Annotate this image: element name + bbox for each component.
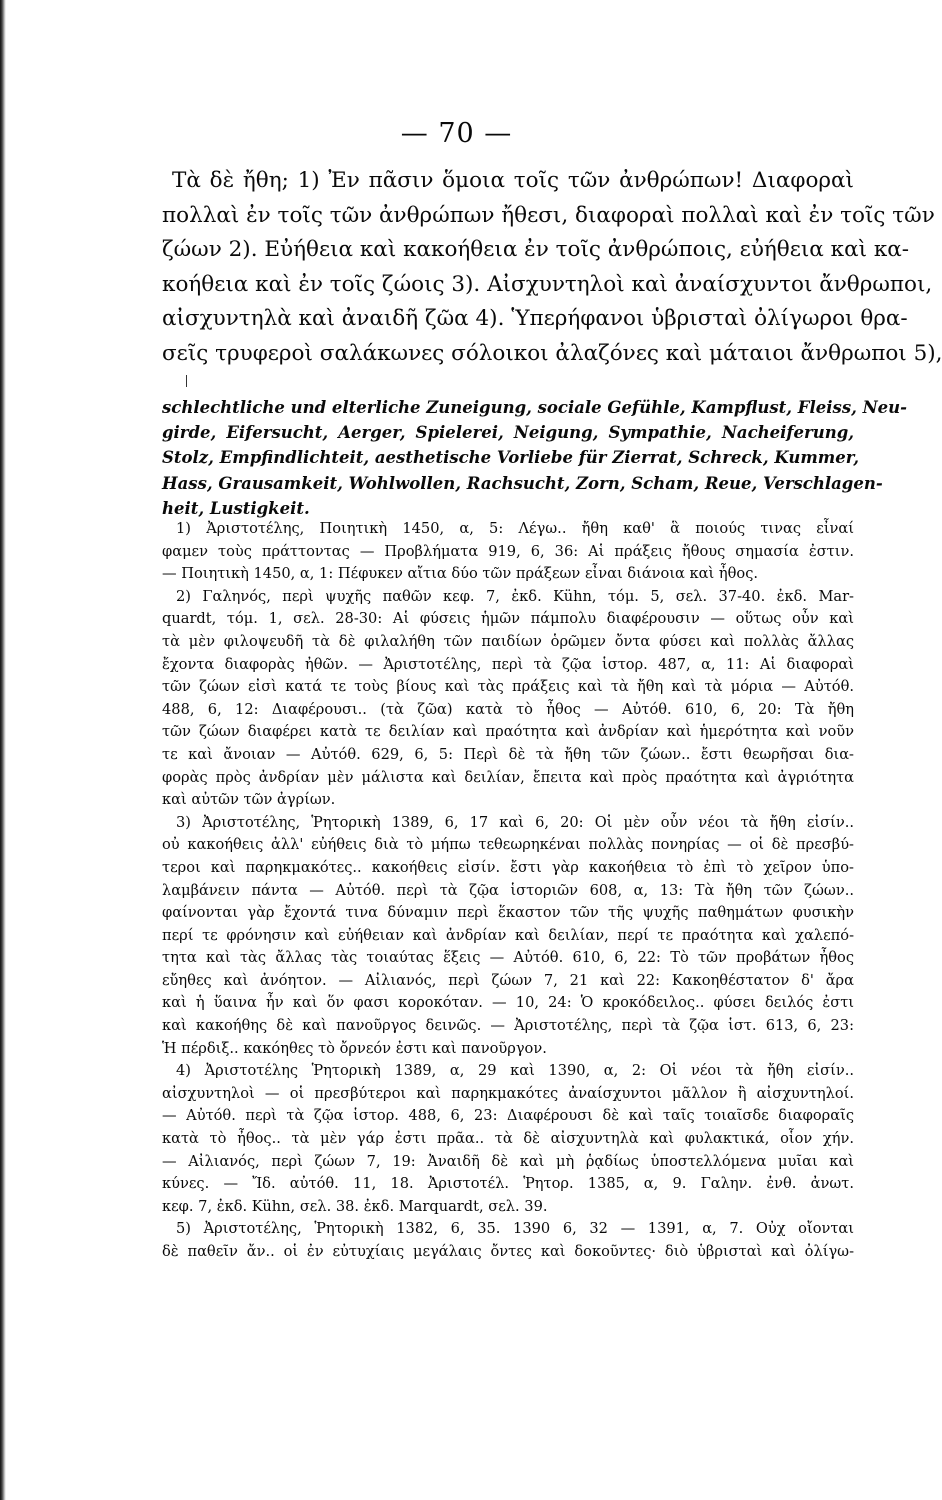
footnote-5: [162, 1218, 854, 1263]
german-text-line: heit, Lustigkeit.: [162, 498, 310, 518]
footnote-line: 2) Γαληνός, περὶ ψυχῆς παθῶν κεφ. 7, ἐκδ. Kühn, τόμ. 5, σελ. 37-40. ἐκδ. Mar-: [176, 587, 854, 605]
footnote-line: οὐ κακοήθεις ἀλλ' εὐήθεις διὰ τὸ μήπω τεθεωρηκέναι πολλὰς πονηρίας — οἱ δὲ πρεσβύ-: [162, 836, 854, 854]
footnote-4: [162, 1060, 854, 1218]
main-text-line: Τὰ δὲ ἤθη; 1) Ἐν πᾶσιν ὅμοια τοῖς τῶν ἀνθρώπων! Διαφοραὶ: [172, 168, 854, 193]
footnote-line: 5) Ἀριστοτέλης, Ῥητορικὴ 1382, 6, 35. 1390 6, 32 — 1391, α, 7. Οὐχ οἴονται: [176, 1220, 854, 1238]
main-text-line: αἰσχυντηλὰ καὶ ἀναιδῆ ζῶα 4). Ὑπερήφανοι ὑβρισταὶ ὀλίγωροι θρα-: [162, 306, 908, 331]
footnote-line: λαμβάνειν πάντα — Αὐτόθ. περὶ τὰ ζῷα ἱστοριῶν 608, α, 13: Τὰ ἤθη τῶν ζώων..: [162, 881, 854, 899]
footnote-1: [162, 518, 854, 586]
footnote-line: αἰσχυντηλοὶ — οἱ πρεσβύτεροι καὶ παρηκμακότες ἀναίσχυντοι μᾶλλον ἢ αἰσχυντηλοί.: [162, 1084, 854, 1102]
main-paragraph: [162, 164, 942, 371]
footnote-line: 488, 6, 12: Διαφέρουσι.. (τὰ ζῶα) κατὰ τὸ ἦθος — Αὐτόθ. 610, 6, 20: Τὰ ἤθη: [162, 700, 854, 718]
footnote-2: [162, 586, 854, 812]
footnotes: [162, 518, 854, 1264]
footnote-line: 3) Ἀριστοτέλης, Ῥητορικὴ 1389, 6, 17 καὶ 6, 20: Οἱ μὲν οὖν νέοι τὰ ἤθη εἰσίν..: [176, 813, 854, 831]
footnote-line: τῶν ζώων διαφέρει κατὰ τε δειλίαν καὶ πραότητα καὶ ἀνδρίαν καὶ ἡμερότητα καὶ νοῦν: [162, 723, 854, 741]
footnote-line: κύνες. — Ἴδ. αὐτόθ. 11, 18. Ἀριστοτέλ. Ῥητορ. 1385, α, 9. Γαλην. ἐνθ. ἀνωτ.: [162, 1175, 854, 1193]
footnote-line: καὶ ἡ ὕαινα ἦν καὶ ὅν φασι κοροκόταν. — 10, 24: Ὁ κροκόδειλος.. φύσει δειλός ἐστι: [162, 994, 854, 1012]
footnote-line: quardt, τόμ. 1, σελ. 28-30: Αἱ φύσεις ἡμῶν πάμπολυ διαφέρουσιν — οὕτως οὖν καὶ: [162, 610, 854, 628]
footnote-line: περί τε φρόνησιν καὶ εὐήθειαν καὶ ἀνδρίαν καὶ δειλίαν, περί τε πραότητα καὶ χαλεπό-: [162, 926, 854, 944]
footnote-line: ἔχοντα διαφορὰς ἠθῶν. — Ἀριστοτέλης, περὶ τὰ ζῷα ἱστορ. 487, α, 11: Αἱ διαφοραὶ: [162, 655, 854, 673]
german-text-line: Stolz, Empfindlichteit, aesthetische Vorliebe für Zierrat, Schreck, Kummer,: [162, 448, 859, 468]
footnote-line: καὶ κακοήθης δὲ καὶ πανοῦργος δεινῶς. — Ἀριστοτέλης, περὶ τὰ ζῷα ἱστ. 613, 6, 23:: [162, 1017, 854, 1035]
page-number: — 70 —: [400, 118, 513, 149]
german-footnote-continuation: [162, 395, 908, 521]
footnote-line: δὲ παθεῖν ἄν.. οἱ ἐν εὐτυχίαις μεγάλαις ὄντες καὶ δοκοῦντες· διὸ ὑβρισταὶ καὶ ὀλίγω-: [162, 1243, 854, 1260]
footnote-line: — Αὐτόθ. περὶ τὰ ζῷα ἱστορ. 488, 6, 23: Διαφέρουσι δὲ καὶ ταῖς τοιαῖσδε διαφοραῖς: [162, 1107, 854, 1125]
footnote-line: τῶν ζώων εἰσὶ κατά τε τοὺς βίους καὶ τὰς πράξεις καὶ τὰ ἤθη καὶ τὰ μόρια — Αὐτόθ.: [162, 678, 854, 696]
footnote-line: τεροι καὶ παρηκμακότες.. κακοήθεις εἰσίν. ἔστι γὰρ κακοήθεια τὸ ἐπὶ τὸ χεῖρον ὑπο-: [162, 858, 854, 876]
footnote-line: φαμεν τοὺς πράττοντας — Προβλήματα 919, 6, 36: Αἱ πράξεις ἤθους σημασία ἐστιν.: [162, 542, 854, 560]
footnote-line: καὶ αὐτῶν τῶν ἀγρίων.: [162, 791, 336, 809]
footnote-line: — Ποιητικὴ 1450, α, 1: Πέφυκεν αἴτια δύο τῶν πράξεων εἶναι διάνοια καὶ ἦθος.: [162, 565, 759, 583]
main-text-line: κοήθεια καὶ ἐν τοῖς ζώοις 3). Αἰσχυντηλοὶ καὶ ἀναίσχυντοι ἄνθρωποι,: [162, 271, 933, 297]
german-text-line: girde, Eifersucht, Aerger, Spielerei, Neigung, Sympathie, Nacheiferung,: [162, 423, 854, 443]
footnote-line: — Αἰλιανός, περὶ ζώων 7, 19: Ἀναιδῆ δὲ καὶ μὴ ῥᾳδίως ὑποστελλόμενα μυῖαι καὶ: [162, 1152, 854, 1170]
main-text-line: ζώων 2). Εὐήθεια καὶ κακοήθεια ἐν τοῖς ἀνθρώποις, εὐήθεια καὶ κα-: [162, 237, 910, 262]
footnote-line: κεφ. 7, ἐκδ. Kühn, σελ. 38. ἐκδ. Marquardt, σελ. 39.: [162, 1197, 548, 1215]
footnote-line: φαίνονται γὰρ ἔχοντά τινα δύναμιν περὶ ἕκαστον τῶν τῆς ψυχῆς παθημάτων φυσικὴν: [162, 904, 854, 922]
main-text-line: σεῖς τρυφεροὶ σαλάκωνες σόλοικοι ἀλαζόνες καὶ μάταιοι ἄνθρωποι 5),: [162, 340, 942, 366]
german-text-line: Hass, Grausamkeit, Wohlwollen, Rachsucht, Zorn, Scham, Reue, Verschlagen-: [162, 473, 883, 493]
footnote-3: [162, 812, 854, 1061]
footnote-line: κατὰ τὸ ἦθος.. τὰ μὲν γάρ ἐστι πρᾶα.. τὰ δὲ αἰσχυντηλὰ καὶ φυλακτικά, οἷον χήν.: [162, 1130, 854, 1148]
footnote-line: φορὰς πρὸς ἀνδρίαν μὲν μάλιστα καὶ δειλίαν, ἔπειτα καὶ πρὸς πραότητα καὶ ἀγριότητα: [162, 768, 854, 786]
footnote-line: τητα καὶ τὰς ἄλλας τὰς τοιαύτας ἕξεις — Αὐτόθ. 610, 6, 22: Τὸ τῶν προβάτων ἦθος: [162, 949, 854, 967]
footnote-line: τὰ μὲν φιλοψευδῆ τὰ δὲ φιλαλήθη τῶν παιδίων ὁρῶμεν ὄντα φύσει καὶ πολλὰς ἄλλας: [162, 632, 854, 650]
page-edge-shadow: [0, 0, 6, 1500]
footnote-line: εὔηθες καὶ ἀνόητον. — Αἰλιανός, περὶ ζώων 7, 21 καὶ 22: Κακοηθέστατον δ' ἄρα: [162, 971, 854, 989]
main-text-line: πολλαὶ ἐν τοῖς τῶν ἀνθρώπων ἤθεσι, διαφοραὶ πολλαὶ καὶ ἐν τοῖς τῶν: [162, 202, 935, 228]
footnote-line: 4) Ἀριστοτέλης Ῥητορικὴ 1389, α, 29 καὶ 1390, α, 2: Οἱ νέοι τὰ ἤθη εἰσίν..: [176, 1062, 854, 1080]
footnote-separator-mark: [186, 375, 187, 387]
german-text-line: schlechtliche und elterliche Zuneigung, sociale Gefühle, Kampflust, Fleiss, Neu-: [162, 398, 908, 417]
footnote-line: Ἡ πέρδιξ.. κακόηθες τὸ ὄρνεόν ἐστι καὶ πανοῦργον.: [162, 1039, 547, 1057]
footnote-line: τε καὶ ἄνοιαν — Αὐτόθ. 629, 6, 5: Περὶ δὲ τὰ ἤθη τῶν ζώων.. ἔστι θεωρῆσαι δια-: [162, 745, 854, 763]
footnote-line: 1) Ἀριστοτέλης, Ποιητικὴ 1450, α, 5: Λέγω.. ἤθη καθ' ἃ ποιούς τινας εἶναί: [176, 520, 854, 537]
